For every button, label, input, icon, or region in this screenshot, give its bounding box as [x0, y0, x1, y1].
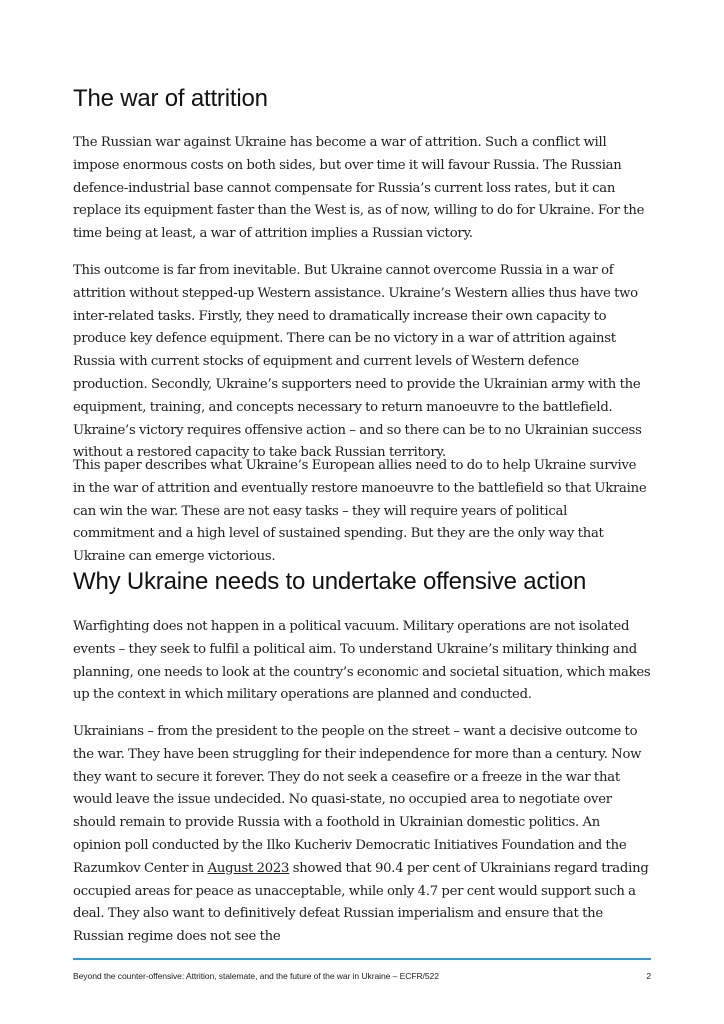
- paragraph-text: showed that 90.4 per cent of Ukrainians regard trading occupied areas for peace as unacceptable, while only 4.7 per cent would support such a deal. They also want to definitively defeat Russian imperialism and ensure that the Russian regime does not see the: [73, 860, 649, 945]
- footer-title: Beyond the counter-offensive: Attrition, stalemate, and the future of the war in Ukraine – ECFR/522: [73, 971, 439, 981]
- paragraph-with-link: [73, 721, 651, 949]
- paragraph: This paper describes what Ukraine’s European allies need to do to help Ukraine survive in the war of attrition and eventually restore manoeuvre to the battlefield so that Ukraine can win the war. These are not easy tasks – they will require years of political commitment and a high level of sustained spending. But they are the only way that Ukraine can emerge victorious.: [73, 458, 647, 565]
- footer-divider: [73, 958, 651, 960]
- section-heading-war-of-attrition: The war of attrition: [73, 85, 268, 112]
- august-2023-link[interactable]: August 2023: [207, 860, 290, 876]
- page-footer: [73, 971, 651, 981]
- paragraph: Warfighting does not happen in a political vacuum. Military operations are not isolated events – they seek to fulfil a political aim. To understand Ukraine’s military thinking and planning, one needs to look at the country’s economic and societal situation, which makes up the context in which military operations are planned and conducted.: [73, 619, 651, 703]
- paragraph: This outcome is far from inevitable. But Ukraine cannot overcome Russia in a war of attrition without stepped-up Western assistance. Ukraine’s Western allies thus have two inter-related tasks. Firstly, they need to dramatically increase their own capacity to produce key defence equipment. There can be no victory in a war of attrition against Russia with current stocks of equipment and current levels of Western defence production. Secondly, Ukraine’s supporters need to provide the Ukrainian army with the equipment, training, and concepts necessary to return manoeuvre to the battlefield. Ukraine’s victory requires offensive action – and so there can be to no Ukrainian success without a restored capacity to take back Russian territory.: [73, 263, 642, 461]
- section-heading-offensive-action: Why Ukraine needs to undertake offensive action: [73, 568, 587, 595]
- paragraph: The Russian war against Ukraine has become a war of attrition. Such a conflict will impose enormous costs on both sides, but over time it will favour Russia. The Russian defence-industrial base cannot compensate for Russia’s current loss rates, but it can replace its equipment faster than the West is, as of now, willing to do for Ukraine. For the time being at least, a war of attrition implies a Russian victory.: [73, 135, 645, 242]
- paragraph-text: Ukrainians – from the president to the people on the street – want a decisive outcome to the war. They have been struggling for their independence for more than a century. Now they want to secure it forever. They do not seek a ceasefire or a freeze in the war that would leave the issue undecided. No quasi-state, no occupied area to negotiate over should remain to provide Russia with a foothold in Ukrainian domestic politics. An opinion poll conducted by the Ilko Kucheriv Democratic Initiatives Foundation and the Razumkov Center in: [73, 724, 642, 876]
- page-number: 2: [646, 971, 651, 981]
